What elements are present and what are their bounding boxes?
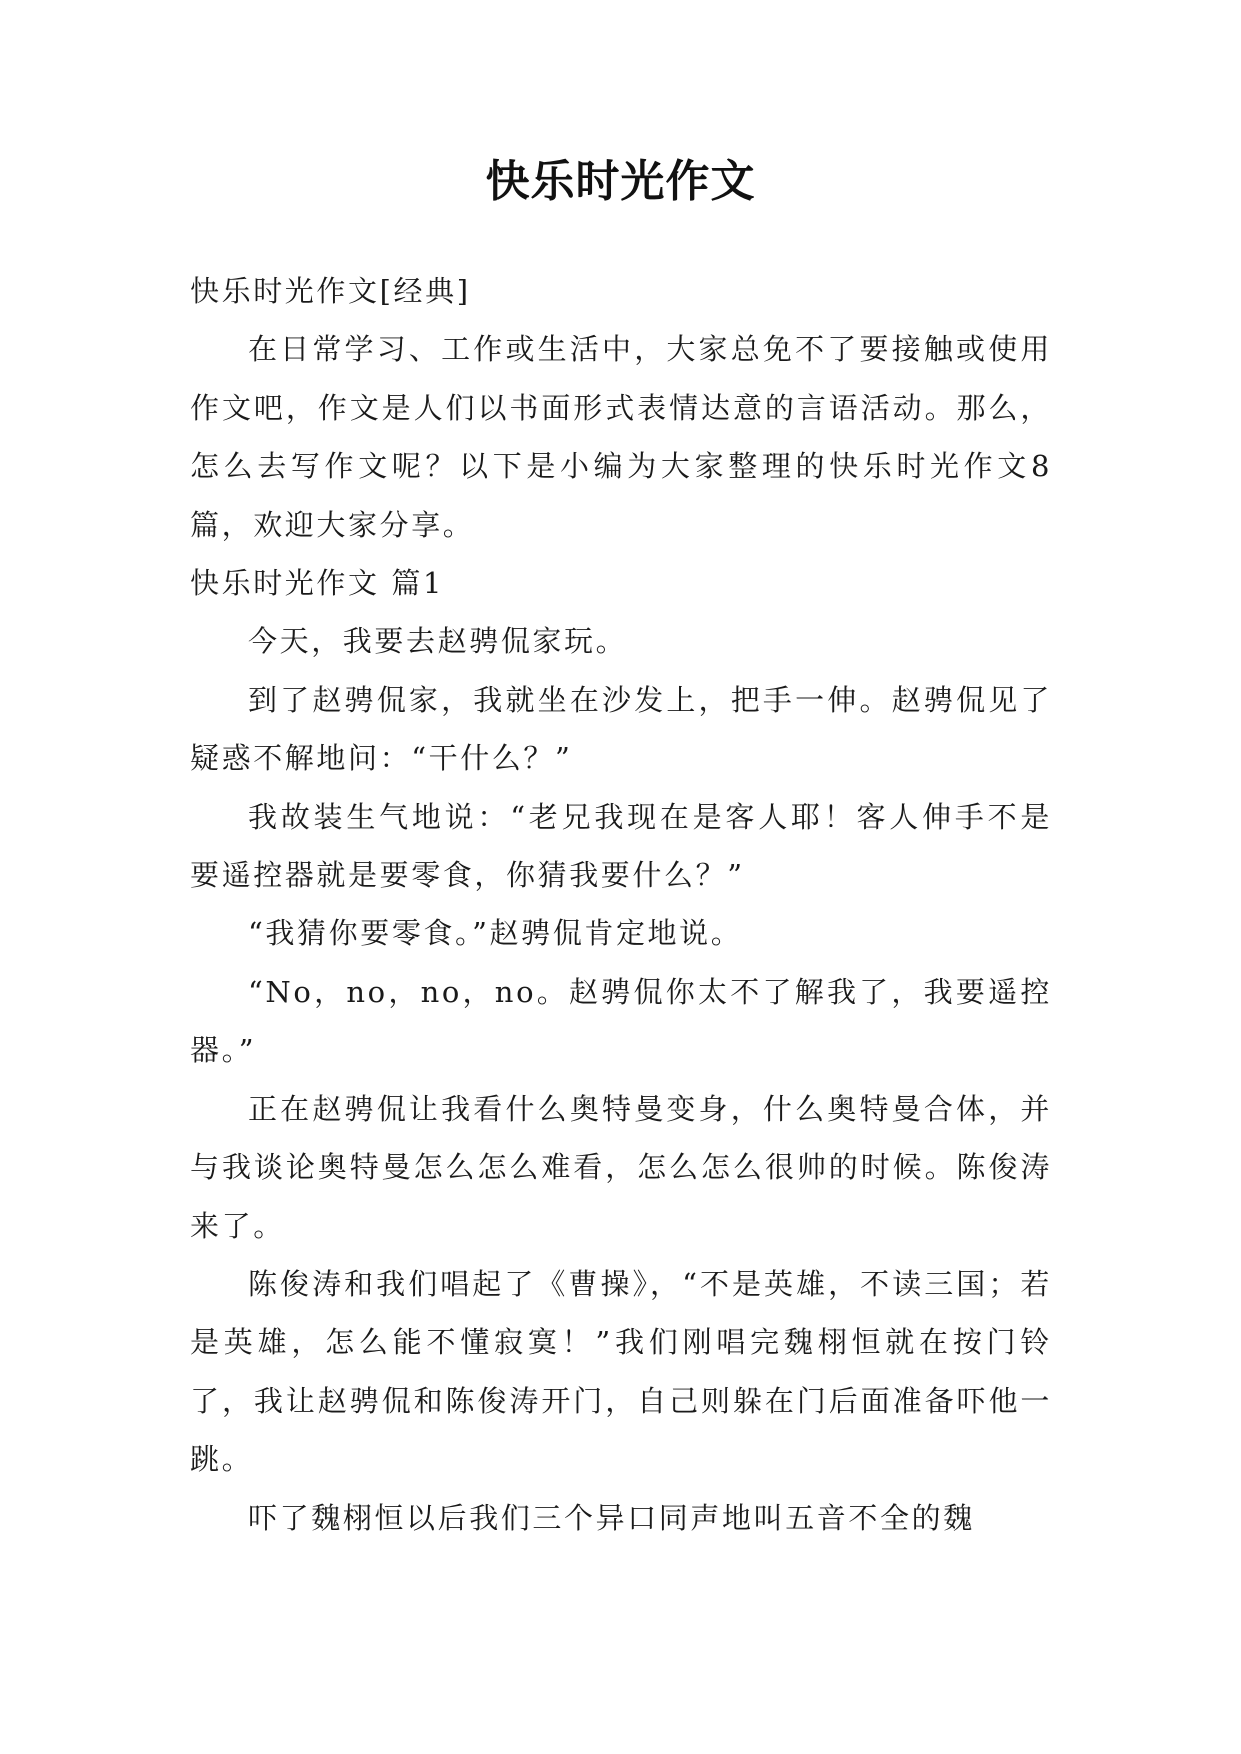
section-heading: 快乐时光作文[经典]: [190, 274, 471, 308]
document-title: 快乐时光作文: [485, 156, 756, 207]
body-paragraph: 吓了魏栩恒以后我们三个异口同声地叫五音不全的魏: [248, 1500, 975, 1535]
body-paragraph: 正在赵骋侃让我看什么奥特曼变身，什么奥特曼合体，并与我谈论奥特曼怎么怎么难看，怎么怎么很帅的时候。陈俊涛来了。: [190, 1091, 1052, 1243]
body-paragraph: 陈俊涛和我们唱起了《曹操》，“不是英雄，不读三国；若是英雄，怎么能不懂寂寞！”我们刚唱完魏栩恒就在按门铃了，我让赵骋侃和陈俊涛开门，自己则躲在门后面准备吓他一跳。: [190, 1266, 1052, 1477]
body-paragraph: 我故装生气地说：“老兄我现在是客人耶！客人伸手不是要遥控器就是要零食，你猜我要什么？”: [190, 799, 1052, 893]
body-paragraph: “我猜你要零食。”赵骋侃肯定地说。: [248, 916, 743, 951]
body-paragraph: 在日常学习、工作或生活中，大家总免不了要接触或使用作文吧，作文是人们以书面形式表情达意的言语活动。那么，怎么去写作文呢？以下是小编为大家整理的快乐时光作文8篇，欢迎大家分享。: [190, 332, 1052, 542]
section-heading: 快乐时光作文 篇1: [190, 566, 445, 601]
body-paragraph: 到了赵骋侃家，我就坐在沙发上，把手一伸。赵骋侃见了疑惑不解地问：“干什么？”: [190, 682, 1052, 776]
body-paragraph: 今天，我要去赵骋侃家玩。: [248, 624, 628, 659]
body-paragraph: “No，no，no，no。赵骋侃你太不了解我了，我要遥控器。”: [190, 974, 1052, 1068]
document-body: [190, 262, 1052, 1547]
